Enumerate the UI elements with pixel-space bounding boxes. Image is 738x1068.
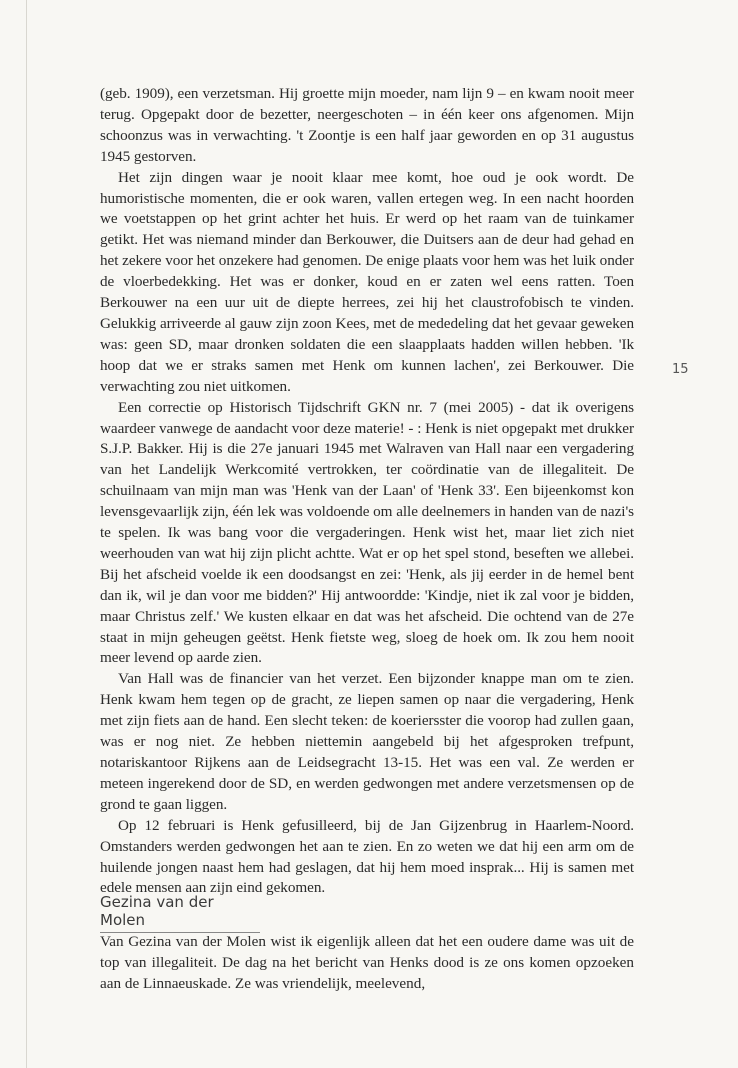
paragraph: Van Hall was de financier van het verzet. Een bijzonder knappe man om te zien. Henk kwam hem tegen op de gracht, ze liepen samen op naar die vergadering, Henk met zijn fiets aan de hand. Een slecht teken: de koeriersster die voorop had zullen gaan, was er nog niet. Ze hebben niettemin aangebeld bij het afgesproken trefpunt, notariskantoor Rijkens aan de Leidsegracht 13-15. Het was een val. Ze werden er meteen ingerekend door de SD, en werden gedwongen met andere verzetsmensen op de grond te gaan liggen. bbox=[100, 670, 634, 813]
section-text bbox=[100, 932, 634, 995]
section-heading: Gezina van der Molen bbox=[100, 893, 260, 933]
body-text bbox=[100, 84, 634, 899]
paragraph: Een correctie op Historisch Tijdschrift GKN nr. 7 (mei 2005) - dat ik overigens waardeer vanwege de aandacht voor deze materie! - : Henk is niet opgepakt met drukker S.J.P. Bakker. Hij is die 27e januari 1945 met Walraven van Hall naar een vergadering van het Landelijk Werkcomité vertrokken, ter coördinatie van de illegaliteit. De schuilnaam van mijn man was 'Henk van der Laan' of 'Henk 33'. Een bijeenkomst kon levensgevaarlijk zijn, één lek was voldoende om alle deelnemers in handen van de nazi's te spelen. Ik was bang voor die vergaderingen. Henk wist het, maar liet zich niet weerhouden van wat hij zijn plicht achtte. Wat er op het spel stond, beseften we allebei. Bij het afscheid voelde ik een doodsangst en zei: 'Henk, als jij eerder in de hemel bent dan ik, wil je dan voor me bidden?' Hij antwoordde: 'Kindje, niet ik zal voor je bidden, maar Christus zelf.' We kusten elkaar en dat was het afscheid. Die ochtend van de 27e staat in mijn geheugen geëtst. Henk fietste weg, sloeg de hoek om. Ik zou hem nooit meer levend op aarde zien. bbox=[100, 398, 634, 667]
page-number: 15 bbox=[672, 362, 689, 377]
paragraph: Van Gezina van der Molen wist ik eigenlijk alleen dat het een oudere dame was uit de top van illegaliteit. De dag na het bericht van Henks dood is ze ons komen opzoeken aan de Linnaeuskade. Ze was vriendelijk, meelevend, bbox=[100, 933, 634, 992]
paragraph: Op 12 februari is Henk gefusilleerd, bij de Jan Gijzenbrug in Haarlem-Noord. Omstanders werden gedwongen het aan te zien. En zo weten we dat hij een arm om de huilende jongen naast hem had geslagen, dat hij hem moed insprak... Hij is samen met edele mensen aan zijn eind gekomen. bbox=[100, 816, 634, 897]
paragraph: (geb. 1909), een verzetsman. Hij groette mijn moeder, nam lijn 9 – en kwam nooit meer terug. Opgepakt door de bezetter, neergeschoten – in één keer ons afgenomen. Mijn schoonzus was in verwachting. 't Zoontje is een half jaar geworden en op 31 augustus 1945 gestorven. bbox=[100, 85, 634, 165]
paragraph: Het zijn dingen waar je nooit klaar mee komt, hoe oud je ook wordt. De humoristische momenten, die er ook waren, vallen ertegen weg. In een nacht hoorden we voetstappen op het grint achter het huis. Er werd op het raam van de tuinkamer getikt. Het was niemand minder dan Berkouwer, die Duitsers aan de deur had gehad en het zekere voor het onzekere had genomen. De enige plaats voor hem was het luik onder de vloerbedekking. Het was er donker, koud en er zaten wel eens ratten. Toen Berkouwer na een uur uit de diepte herrees, zei hij het claustrofobisch te vinden. Gelukkig arriveerde al gauw zijn zoon Kees, met de mededeling dat het gevaar geweken was: geen SD, maar dronken soldaten die een slaapplaats hadden willen hebben. 'Ik hoop dat we er straks samen met Henk om kunnen lachen', zei Berkouwer. Die verwachting zou niet uitkomen. bbox=[100, 168, 634, 395]
page-edge-line bbox=[26, 0, 27, 1068]
